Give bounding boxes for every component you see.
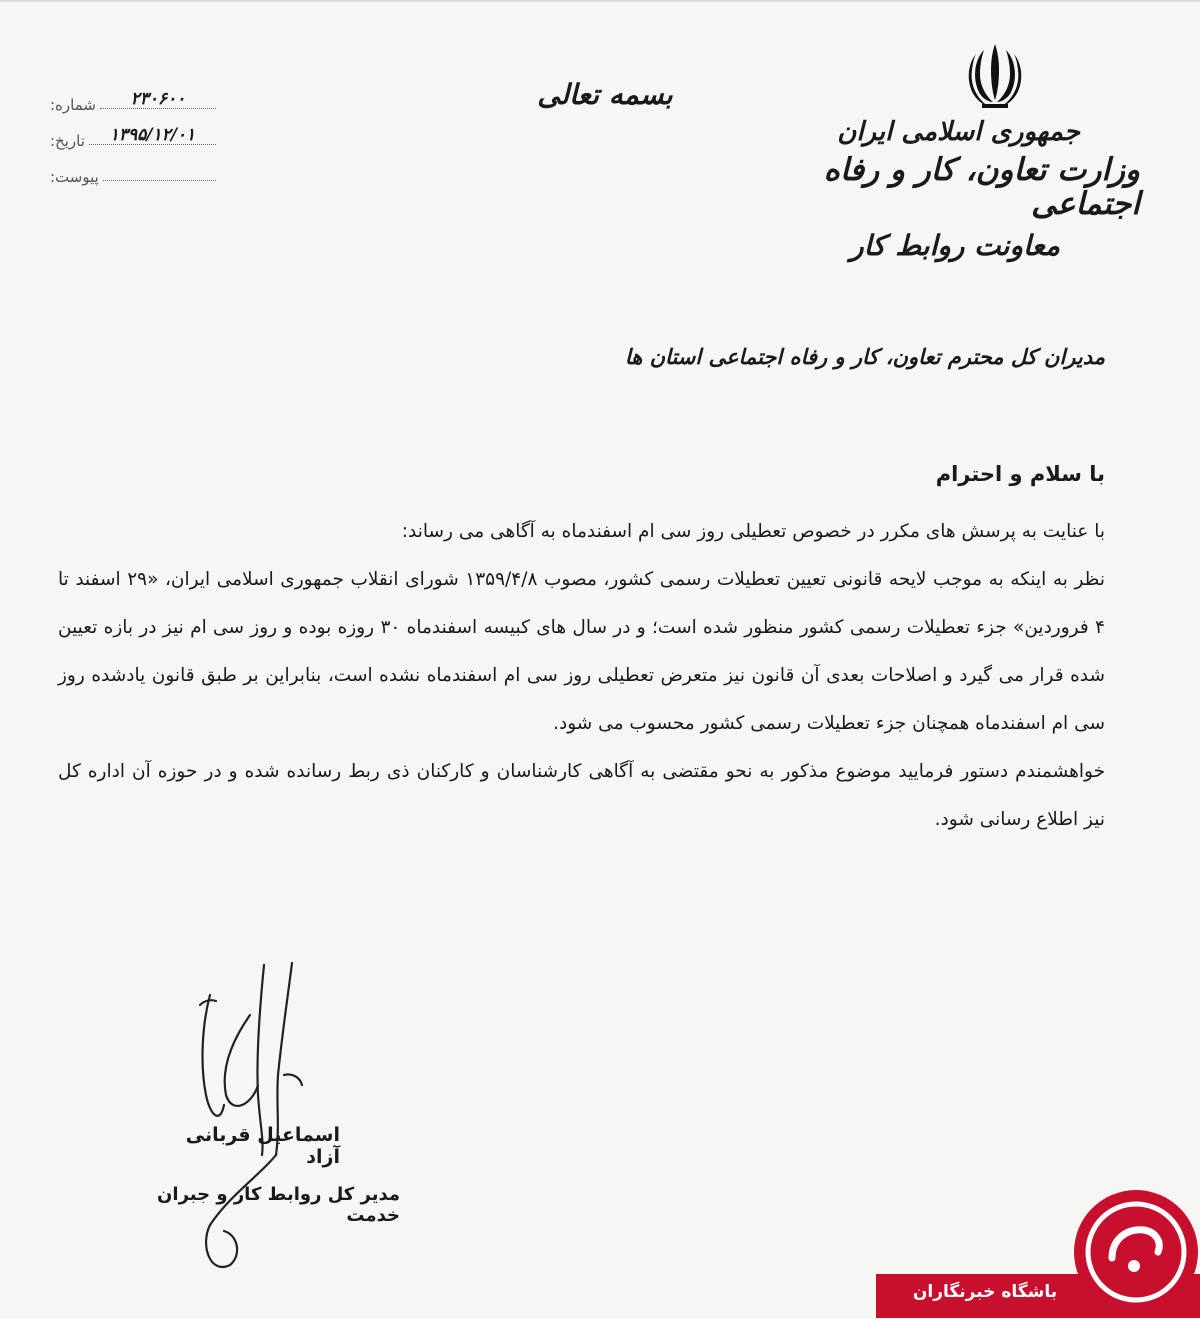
greeting: با سلام و احترام: [935, 462, 1105, 486]
org-line-country: جمهوری اسلامی ایران: [837, 117, 1080, 147]
date-label: تاریخ:: [50, 132, 85, 150]
body-paragraph: با عنایت به پرسش های مکرر در خصوص تعطیلی روز سی ام اسفندماه به آگاهی می رساند:: [401, 521, 1105, 542]
date-value: ۱۳۹۵/۱۲/۰۱: [89, 127, 216, 145]
signature-mark: [180, 955, 320, 1285]
organization-header: [820, 118, 1140, 262]
letter-meta: [50, 78, 220, 186]
body-paragraph: نظر به اینکه به موجب لایحه قانونی تعیین تعطیلات رسمی کشور، مصوب ۱۳۵۹/۴/۸ شورای انقلاب جمهوری اسلامی ایران، «۲۹ اسفند تا ۴ فروردین» جزء تعطیلات رسمی کشور منظور شده است؛ و در سال های کبیسه اسفندماه ۳۰ روزه بوده و روز سی ام نیز در بازه تعیین شده قرار می گیرد و اصلاحات بعدی آن قانون نیز متعرض تعطیلی روز سی ام اسفندماه نشده است، بنابراین بر طبق قانون یادشده روز سی ام اسفندماه همچنان جزء تعطیلات رسمی کشور محسوب می شود.: [58, 569, 1105, 734]
top-border: [0, 0, 1200, 2]
recipient: مدیران کل محترم تعاون، کار و رفاه اجتماعی استان ها: [624, 345, 1105, 369]
number-value: ۲۳۰۶۰۰: [100, 91, 216, 109]
meta-number-row: [50, 78, 220, 114]
org-line-deputy: معاونت روابط کار: [850, 228, 1060, 262]
watermark-text: باشگاه خبرنگاران: [912, 1282, 1058, 1302]
org-line-ministry: وزارت تعاون، کار و رفاه اجتماعی: [823, 151, 1140, 222]
attachment-label: پیوست:: [50, 168, 99, 186]
iran-emblem-icon: [960, 40, 1030, 112]
bismillah: بسمه تعالی: [537, 78, 673, 111]
signer-name: اسماعیل قربانی آزاد: [185, 1124, 340, 1168]
signer-title: مدیر کل روابط کار و جبران خدمت: [157, 1184, 400, 1226]
meta-date-row: [50, 114, 220, 150]
body-paragraph: خواهشمندم دستور فرمایید موضوع مذکور به نحو مقتضی به آگاهی کارشناسان و کارکنان ذی ربط رسانده شده و در حوزه آن اداره کل نیز اطلاع رسانی شود.: [58, 761, 1105, 830]
attachment-value: [103, 180, 216, 181]
number-label: شماره:: [50, 96, 96, 114]
letter-body: [58, 508, 1105, 844]
watermark-logo-icon: [1072, 1188, 1200, 1316]
meta-attachment-row: [50, 150, 220, 186]
